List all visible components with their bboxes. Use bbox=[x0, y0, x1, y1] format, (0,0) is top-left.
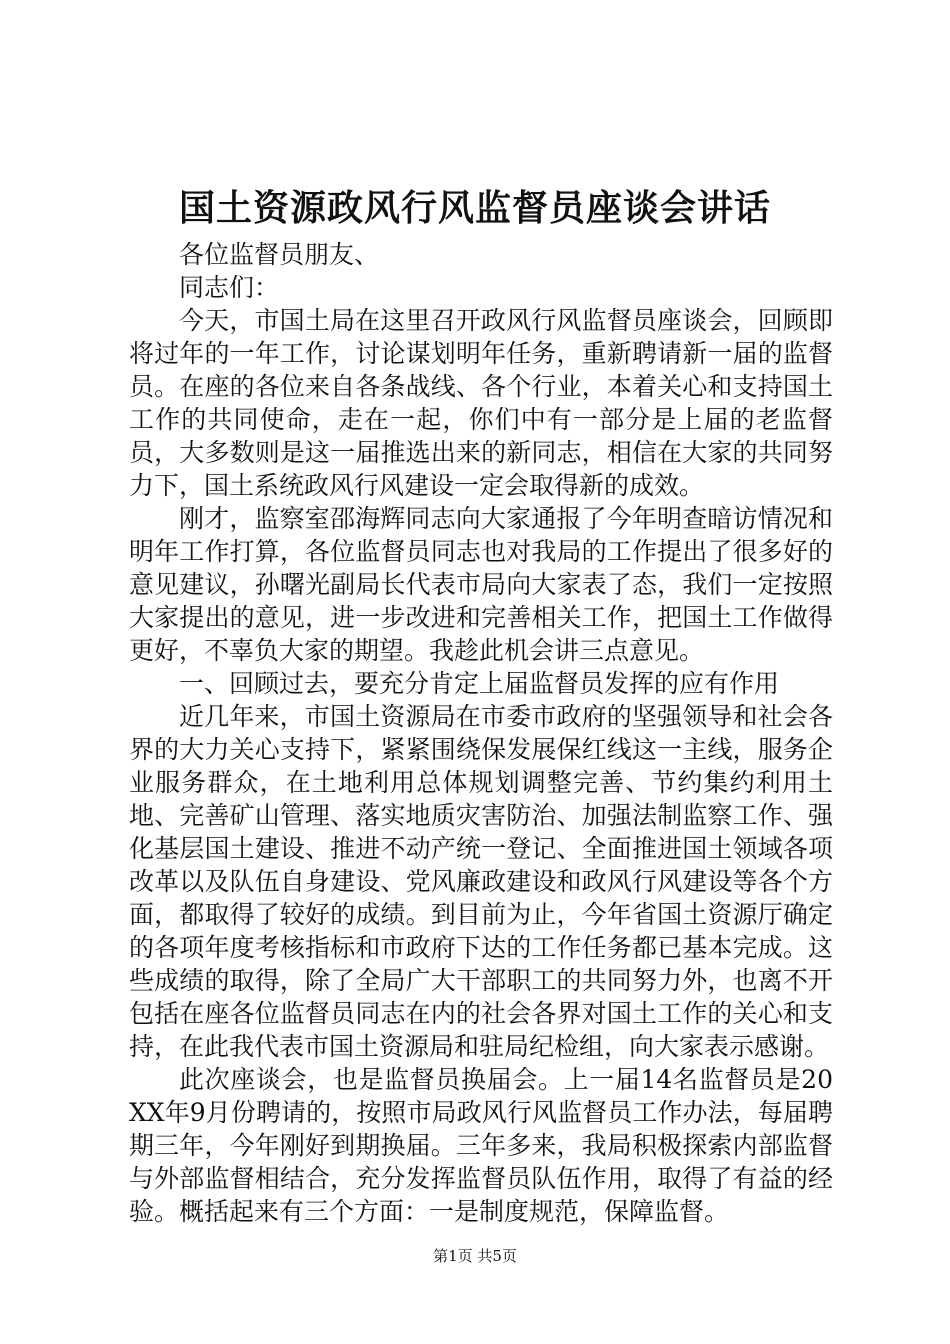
paragraph-achievements: 近几年来，市国土资源局在市委市政府的坚强领导和社会各界的大力关心支持下，紧紧围绕保发展保红线这一主线，服务企业服务群众，在土地利用总体规划调整完善、节约集约利用土地、完善矿山管理、落实地质灾害防治、加强法制监察工作、强化基层国土建设、推进不动产统一登记、全面推进国土领域各项改革以及队伍自身建设、党风廉政建设和政风行风建设等各个方面，都取得了较好的成绩。到目前为止，今年省国土资源厅确定的各项年度考核指标和市政府下达的工作任务都已基本完成。这些成绩的取得，除了全局广大干部职工的共同努力外，也离不开包括在座各位监督员同志在内的社会各界对国土工作的关心和支持，在此我代表市国土资源局和驻局纪检组，向大家表示感谢。 bbox=[129, 702, 833, 1061]
document-body bbox=[129, 238, 833, 1228]
section-heading-1: 一、回顾过去，要充分肯定上届监督员发挥的应有作用 bbox=[179, 669, 780, 698]
paragraph-opening: 今天，市国土局在这里召开政风行风监督员座谈会，回顾即将过年的一年工作，讨论谋划明年任务，重新聘请新一届的监督员。在座的各位来自各条战线、各个行业，本着关心和支持国土工作的共同使命，走在一起，你们中有一部分是上届的老监督员，大多数则是这一届推选出来的新同志，相信在大家的共同努力下，国土系统政风行风建设一定会取得新的成效。 bbox=[129, 306, 833, 500]
salutation-line-1: 各位监督员朋友、 bbox=[179, 240, 380, 269]
paragraph-term-change: 此次座谈会，也是监督员换届会。上一届14名监督员是20XX年9月份聘请的，按照市局政风行风监督员工作办法，每届聘期三年，今年刚好到期换届。三年多来，我局积极探索内部监督与外部监督相结合，充分发挥监督员队伍作用，取得了有益的经验。概括起来有三个方面：一是制度规范，保障监督。 bbox=[129, 1065, 833, 1226]
paragraph-feedback: 刚才，监察室邵海辉同志向大家通报了今年明查暗访情况和明年工作打算，各位监督员同志也对我局的工作提出了很多好的意见建议，孙曙光副局长代表市局向大家表了态，我们一定按照大家提出的意见，进一步改进和完善相关工作，把国土工作做得更好，不辜负大家的期望。我趁此机会讲三点意见。 bbox=[129, 504, 833, 665]
salutation-line-2: 同志们： bbox=[179, 273, 280, 302]
page-footer: 第1页 共5页 bbox=[433, 1247, 517, 1265]
document-title: 国土资源政风行风监督员座谈会讲话 bbox=[178, 187, 771, 229]
